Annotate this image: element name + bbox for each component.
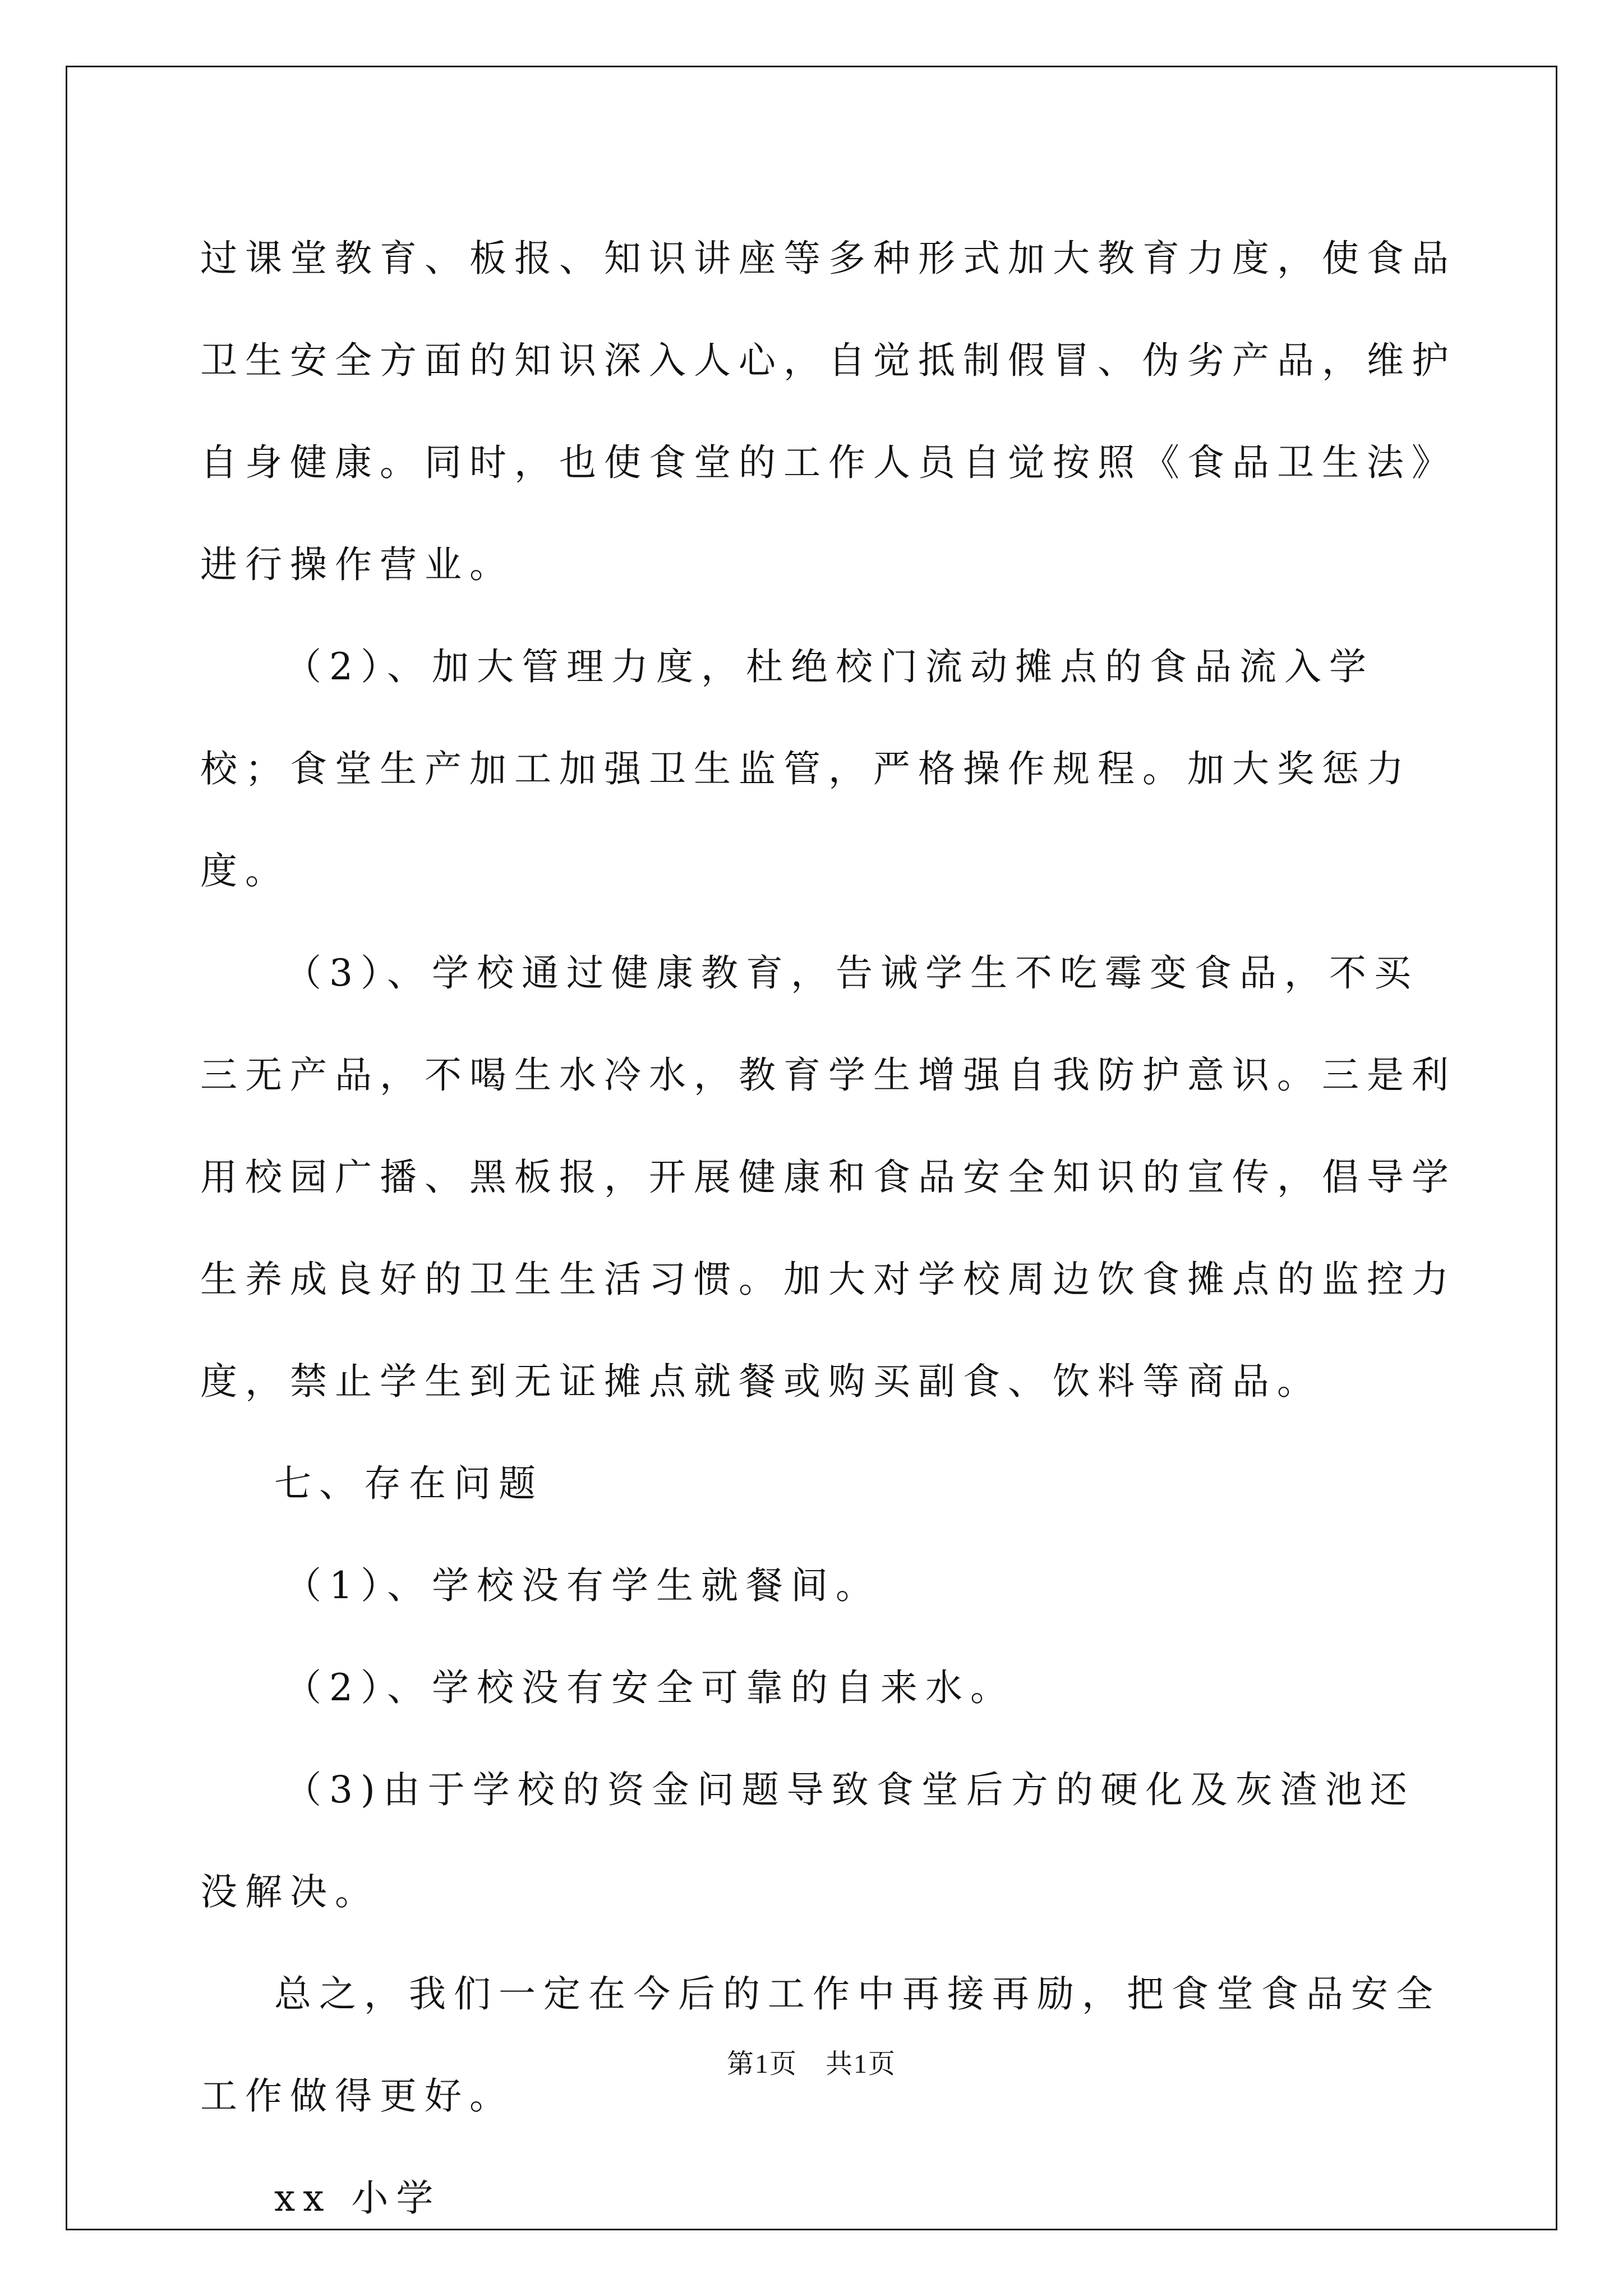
- section-heading: 七、存在问题: [274, 1462, 543, 1505]
- problem-item-1: （1）、学校没有学生就餐间。: [284, 1564, 880, 1607]
- problem-item-3: （3)由于学校的资金问题导致食堂后方的硬化及灰渣池还没解决。: [200, 1768, 1415, 1913]
- page-footer: [0, 2042, 1623, 2081]
- document-body: [200, 208, 1456, 2249]
- page-number-current: 第1页: [726, 2049, 797, 2079]
- conclusion-paragraph: 总之，我们一定在今后的工作中再接再励，把食堂食品安全工作做得更好。: [200, 1972, 1441, 2118]
- signature: xx 小学: [274, 2177, 441, 2220]
- paragraph-2: （2）、加大管理力度，杜绝校门流动摊点的食品流入学校；食堂生产加工加强卫生监管，严格操作规程。加大奖惩力度。: [200, 645, 1412, 892]
- page-number-total: 共1页: [826, 2049, 897, 2079]
- paragraph-1: 过课堂教育、板报、知识讲座等多种形式加大教育力度，使食品卫生安全方面的知识深入人心，自觉抵制假冒、伪劣产品，维护自身健康。同时，也使食堂的工作人员自觉按照《食品卫生法》进行操作营业。: [200, 237, 1456, 586]
- problem-item-2: （2）、学校没有安全可靠的自来水。: [284, 1666, 1015, 1709]
- paragraph-3: （3）、学校通过健康教育，告诫学生不吃霉变食品，不买三无产品，不喝生水冷水，教育学生增强自我防护意识。三是利用校园广播、黑板报，开展健康和食品安全知识的宣传，倡导学生养成良好的卫生生活习惯。加大对学校周边饮食摊点的监控力度，禁止学生到无证摊点就餐或购买副食、饮料等商品。: [200, 951, 1456, 1403]
